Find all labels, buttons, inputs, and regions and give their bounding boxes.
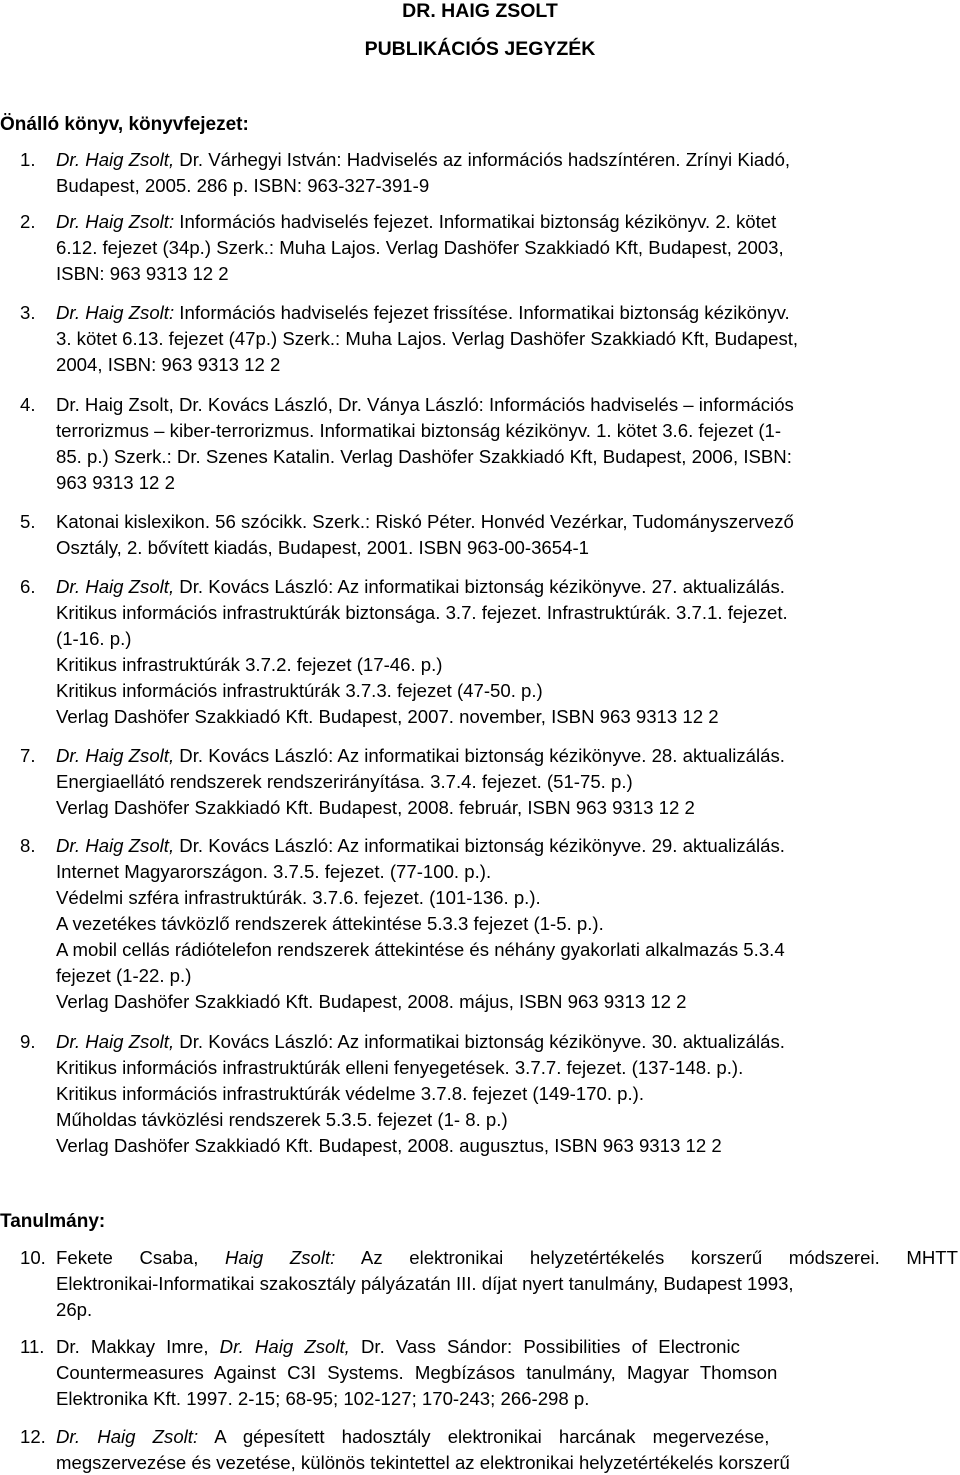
item-line: A vezetékes távközlő rendszerek áttekintése 5.3.3 fejezet (1-5. p.). <box>56 913 604 934</box>
item-line: Kritikus információs infrastruktúrák védelme 3.7.8. fejezet (149-170. p.). <box>56 1083 645 1104</box>
item-number: 8. <box>20 835 36 856</box>
item-line: (1-16. p.) <box>56 628 132 649</box>
item-line: Dr. Haig Zsolt: A gépesített hadosztály elektronikai harcának megervezése, <box>56 1426 770 1447</box>
item-line: Kritikus információs infrastruktúrák 3.7.3. fejezet (47-50. p.) <box>56 680 543 701</box>
item-number: 6. <box>20 576 36 597</box>
item-line: Kritikus infrastruktúrák 3.7.2. fejezet (17-46. p.) <box>56 654 443 675</box>
item-line: Dr. Haig Zsolt: Információs hadviselés fejezet frissítése. Informatikai biztonság kézikönyv. <box>56 302 790 323</box>
item-line: 26p. <box>56 1299 93 1320</box>
item-line: Internet Magyarországon. 3.7.5. fejezet. (77-100. p.). <box>56 861 492 882</box>
item-line: Verlag Dashöfer Szakkiadó Kft. Budapest, 2007. november, ISBN 963 9313 12 2 <box>56 706 719 727</box>
item-line: Dr. Haig Zsolt, Dr. Kovács László: Az informatikai biztonság kézikönyve. 30. aktualizálás. <box>56 1031 785 1052</box>
item-line: Dr. Haig Zsolt, Dr. Kovács László: Az informatikai biztonság kézikönyve. 29. aktualizálás. <box>56 835 785 856</box>
item-line: Katonai kislexikon. 56 szócikk. Szerk.: Riskó Péter. Honvéd Vezérkar, Tudományszervező <box>56 511 794 532</box>
item-line: Műholdas távközlési rendszerek 5.3.5. fejezet (1- 8. p.) <box>56 1109 508 1130</box>
document-title: DR. HAIG ZSOLT <box>402 0 558 22</box>
item-line: Verlag Dashöfer Szakkiadó Kft. Budapest, 2008. május, ISBN 963 9313 12 2 <box>56 991 687 1012</box>
item-line: 85. p.) Szerk.: Dr. Szenes Katalin. Verlag Dashöfer Szakkiadó Kft, Budapest, 2006, ISBN: <box>56 446 792 467</box>
item-line: ISBN: 963 9313 12 2 <box>56 263 229 284</box>
item-line: Osztály, 2. bővített kiadás, Budapest, 2001. ISBN 963-00-3654-1 <box>56 537 589 558</box>
item-line: Védelmi szféra infrastruktúrák. 3.7.6. fejezet. (101-136. p.). <box>56 887 541 908</box>
item-line: Dr. Haig Zsolt, Dr. Kovács László: Az informatikai biztonság kézikönyve. 27. aktualizálás. <box>56 576 785 597</box>
item-line: terrorizmus – kiber-terrorizmus. Informatikai biztonság kézikönyv. 1. kötet 3.6. fejezet (1- <box>56 420 782 441</box>
item-line: Fekete Csaba, Haig Zsolt: Az elektronikai helyzetértékelés korszerű módszerei. MHTT <box>56 1247 958 1268</box>
item-line: Countermeasures Against C3I Systems. Megbízásos tanulmány, Magyar Thomson <box>56 1362 778 1383</box>
item-line: Dr. Haig Zsolt: Információs hadviselés fejezet. Informatikai biztonság kézikönyv. 2. kötet <box>56 211 777 232</box>
item-number: 4. <box>20 394 36 415</box>
item-number: 1. <box>20 149 36 170</box>
item-number: 9. <box>20 1031 36 1052</box>
item-number: 10. <box>20 1247 46 1268</box>
section-heading-studies: Tanulmány: <box>0 1211 106 1232</box>
section-heading-books: Önálló könyv, könyvfejezet: <box>0 114 249 135</box>
item-line: Dr. Haig Zsolt, Dr. Várhegyi István: Hadviselés az információs hadszíntéren. Zrínyi Kiadó, <box>56 149 791 170</box>
item-line: Verlag Dashöfer Szakkiadó Kft. Budapest, 2008. február, ISBN 963 9313 12 2 <box>56 797 695 818</box>
item-line: 963 9313 12 2 <box>56 472 175 493</box>
item-line: Energiaellátó rendszerek rendszerirányítása. 3.7.4. fejezet. (51-75. p.) <box>56 771 633 792</box>
item-line: Elektronika Kft. 1997. 2-15; 68-95; 102-127; 170-243; 266-298 p. <box>56 1388 590 1409</box>
item-line: A mobil cellás rádiótelefon rendszerek áttekintése és néhány gyakorlati alkalmazás 5.3.4 <box>56 939 785 960</box>
item-number: 12. <box>20 1426 46 1447</box>
item-number: 5. <box>20 511 36 532</box>
item-number: 3. <box>20 302 36 323</box>
item-line: Dr. Makkay Imre, Dr. Haig Zsolt, Dr. Vass Sándor: Possibilities of Electronic <box>56 1336 740 1357</box>
item-line: Dr. Haig Zsolt, Dr. Kovács László: Az informatikai biztonság kézikönyve. 28. aktualizálás. <box>56 745 785 766</box>
item-line: megszervezése és vezetése, különös tekintettel az elektronikai helyzetértékelés korszerű <box>56 1452 790 1473</box>
item-line: Verlag Dashöfer Szakkiadó Kft. Budapest, 2008. augusztus, ISBN 963 9313 12 2 <box>56 1135 722 1156</box>
item-line: Kritikus információs infrastruktúrák elleni fenyegetések. 3.7.7. fejezet. (137-148. p.). <box>56 1057 744 1078</box>
item-line: 3. kötet 6.13. fejezet (47p.) Szerk.: Muha Lajos. Verlag Dashöfer Szakkiadó Kft, Budapest, <box>56 328 799 349</box>
item-line: 2004, ISBN: 963 9313 12 2 <box>56 354 281 375</box>
document-subtitle: PUBLIKÁCIÓS JEGYZÉK <box>364 38 596 60</box>
item-number: 7. <box>20 745 36 766</box>
item-line: 6.12. fejezet (34p.) Szerk.: Muha Lajos. Verlag Dashöfer Szakkiadó Kft, Budapest, 2003, <box>56 237 784 258</box>
item-line: Elektronikai-Informatikai szakosztály pályázatán III. díjat nyert tanulmány, Budapest 1993, <box>56 1273 794 1294</box>
item-line: Dr. Haig Zsolt, Dr. Kovács László, Dr. Ványa László: Információs hadviselés – információs <box>56 394 794 415</box>
item-line: Kritikus információs infrastruktúrák biztonsága. 3.7. fejezet. Infrastruktúrák. 3.7.1. fejezet. <box>56 602 788 623</box>
item-number: 2. <box>20 211 36 232</box>
item-line: Budapest, 2005. 286 p. ISBN: 963-327-391-9 <box>56 175 430 196</box>
item-line: fejezet (1-22. p.) <box>56 965 192 986</box>
item-number: 11. <box>20 1336 45 1357</box>
